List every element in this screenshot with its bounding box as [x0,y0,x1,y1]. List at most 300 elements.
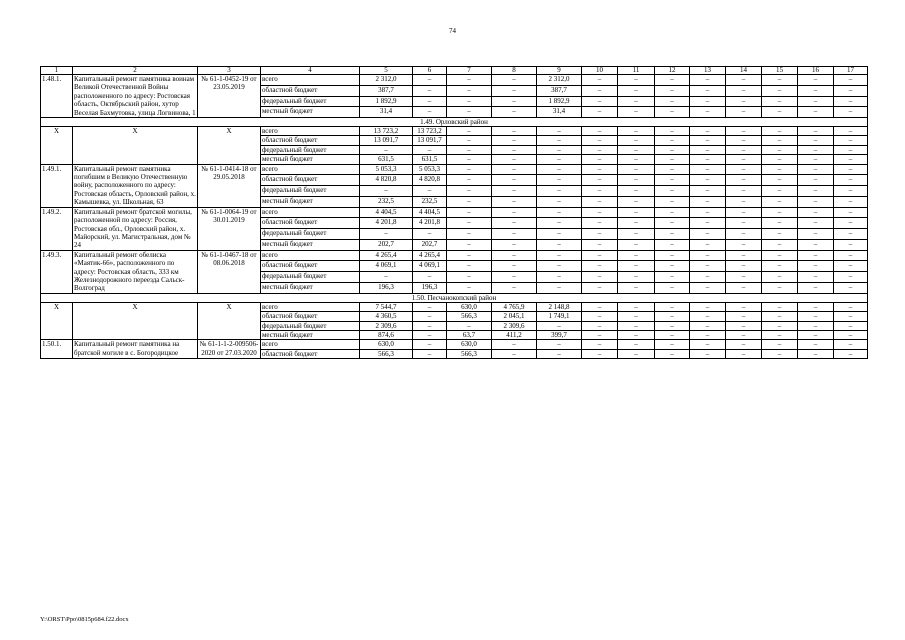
value-cell: – [726,175,762,186]
column-number-cell: 5 [360,67,413,75]
value-cell: – [834,136,868,145]
value-cell: – [834,145,868,154]
column-number-cell: 6 [413,67,447,75]
value-cell: – [582,127,618,136]
value-cell: – [447,96,492,107]
value-cell: – [537,272,582,283]
value-cell: 13 723,2 [413,127,447,136]
value-cell: – [655,229,690,240]
value-cell: 2 312,0 [360,75,413,86]
value-cell: – [690,272,726,283]
table-body [41,67,868,359]
column-number-cell: 12 [655,67,690,75]
value-cell: – [618,321,655,330]
value-cell: 566,3 [447,349,492,358]
value-cell: – [690,145,726,154]
value-cell: – [834,207,868,218]
value-cell: 2 312,0 [537,75,582,86]
funding-source-cell: местный бюджет [261,155,360,164]
value-cell: – [726,302,762,311]
table-row [41,164,868,175]
document-cell: X [198,127,261,165]
value-cell: – [618,272,655,283]
value-cell: – [726,330,762,339]
object-name-cell: Капитальный ремонт памятника на братской могиле в с. Богородицкое [73,340,198,359]
value-cell: – [413,349,447,358]
value-cell: 1 892,9 [360,96,413,107]
column-number-cell: 2 [73,67,198,75]
value-cell: – [537,207,582,218]
value-cell: – [618,218,655,229]
value-cell: – [726,196,762,207]
value-cell: – [618,229,655,240]
funding-source-cell: местный бюджет [261,282,360,293]
value-cell: 202,7 [413,239,447,250]
value-cell: – [834,239,868,250]
value-cell: – [690,250,726,261]
value-cell: – [690,218,726,229]
value-cell: – [447,239,492,250]
value-cell: 387,7 [360,85,413,96]
value-cell: – [447,229,492,240]
value-cell: – [834,127,868,136]
column-number-cell: 14 [726,67,762,75]
value-cell: – [762,186,798,197]
value-cell: 4 820,8 [413,175,447,186]
value-cell: – [618,96,655,107]
value-cell: – [447,145,492,154]
file-path-footer: Y:\ORST\Ppo\0815p684.f22.docx [40,616,129,623]
value-cell: – [447,250,492,261]
value-cell: – [798,312,834,321]
value-cell: – [655,155,690,164]
value-cell: – [798,239,834,250]
value-cell: 4 069,1 [413,261,447,272]
funding-source-cell: областной бюджет [261,312,360,321]
value-cell: – [447,107,492,118]
value-cell: – [834,107,868,118]
value-cell: – [582,261,618,272]
value-cell: – [655,196,690,207]
value-cell: – [690,96,726,107]
value-cell: 196,3 [413,282,447,293]
section-title: 1.49. Орловский район [41,118,868,127]
value-cell: 874,6 [360,330,413,339]
value-cell: – [655,145,690,154]
funding-source-cell: областной бюджет [261,175,360,186]
row-number-cell: 1.49.2. [41,207,73,250]
value-cell: – [582,155,618,164]
value-cell: – [537,239,582,250]
value-cell: – [690,239,726,250]
value-cell: – [798,229,834,240]
value-cell: 7 544,7 [360,302,413,311]
value-cell: – [492,207,537,218]
value-cell: – [492,340,537,349]
value-cell: – [834,175,868,186]
value-cell: – [798,155,834,164]
value-cell: – [726,321,762,330]
value-cell: – [726,186,762,197]
value-cell: – [798,282,834,293]
value-cell: – [413,229,447,240]
value-cell: – [726,164,762,175]
value-cell: – [447,75,492,86]
value-cell: – [582,196,618,207]
value-cell: – [798,250,834,261]
value-cell: 2 045,1 [492,312,537,321]
value-cell: – [537,196,582,207]
value-cell: – [413,340,447,349]
table-row [41,127,868,136]
value-cell: – [726,85,762,96]
value-cell: – [762,155,798,164]
value-cell: – [690,207,726,218]
funding-source-cell: федеральный бюджет [261,321,360,330]
value-cell: – [537,282,582,293]
value-cell: – [492,218,537,229]
value-cell: – [798,207,834,218]
value-cell: – [618,330,655,339]
value-cell: – [447,155,492,164]
value-cell: 4 201,8 [360,218,413,229]
value-cell: – [762,96,798,107]
table-row [41,250,868,261]
value-cell: – [618,127,655,136]
value-cell: – [655,340,690,349]
value-cell: – [726,96,762,107]
funding-source-cell: федеральный бюджет [261,229,360,240]
funding-source-cell: федеральный бюджет [261,96,360,107]
value-cell: 630,0 [360,340,413,349]
value-cell: 5 053,3 [413,164,447,175]
funding-source-cell: всего [261,340,360,349]
value-cell: – [582,75,618,86]
value-cell: 4 201,8 [413,218,447,229]
value-cell: – [447,175,492,186]
value-cell: – [492,96,537,107]
value-cell: – [690,85,726,96]
section-title-row [41,118,868,127]
value-cell: – [834,312,868,321]
value-cell: – [726,282,762,293]
value-cell: – [798,349,834,358]
funding-source-cell: всего [261,127,360,136]
value-cell: – [582,175,618,186]
value-cell: – [537,250,582,261]
value-cell: – [492,261,537,272]
value-cell: – [413,186,447,197]
value-cell: – [798,96,834,107]
value-cell: – [762,282,798,293]
value-cell: – [413,75,447,86]
value-cell: 31,4 [360,107,413,118]
value-cell: – [655,85,690,96]
funding-source-cell: местный бюджет [261,330,360,339]
funding-source-cell: всего [261,164,360,175]
value-cell: – [537,340,582,349]
value-cell: – [834,330,868,339]
value-cell: – [762,321,798,330]
value-cell: – [618,239,655,250]
value-cell: – [492,282,537,293]
value-cell: – [413,302,447,311]
value-cell: – [762,302,798,311]
value-cell: 1 749,1 [537,312,582,321]
value-cell: – [655,218,690,229]
value-cell: – [655,349,690,358]
value-cell: 630,0 [447,302,492,311]
funding-source-cell: местный бюджет [261,239,360,250]
value-cell: – [492,127,537,136]
value-cell: 196,3 [360,282,413,293]
value-cell: – [834,321,868,330]
object-name-cell: X [73,302,198,340]
object-name-cell: Капитальный ремонт памятника погибшим в Великую Отечественную войну, расположенного по адресу: Ростовская область, Орловский район, х. Камышевка, ул. Школьная, 63 [74,164,196,207]
value-cell: – [582,330,618,339]
value-cell: – [618,349,655,358]
object-name-cell: X [73,127,198,165]
value-cell: – [582,282,618,293]
value-cell: – [655,164,690,175]
value-cell: – [798,340,834,349]
value-cell: – [690,321,726,330]
value-cell: – [726,127,762,136]
value-cell: – [537,349,582,358]
column-number-row [41,67,868,75]
row-number-cell: 1.49.1. [41,164,73,207]
value-cell: – [762,239,798,250]
value-cell: – [834,75,868,86]
value-cell: – [413,272,447,283]
value-cell: – [690,302,726,311]
value-cell: – [726,75,762,86]
value-cell: – [798,175,834,186]
value-cell: – [582,164,618,175]
row-number-cell: 1.50.1. [41,340,73,359]
value-cell: – [447,218,492,229]
value-cell: – [618,136,655,145]
value-cell: 4 404,5 [360,207,413,218]
value-cell: – [492,175,537,186]
value-cell: – [582,349,618,358]
value-cell: – [834,272,868,283]
value-cell: – [762,196,798,207]
value-cell: – [618,207,655,218]
value-cell: – [834,218,868,229]
value-cell: – [762,164,798,175]
object-name-cell: Капитальный ремонт братской могилы, расположенной по адресу: Россия, Ростовская обл., Орловский район, х. Майорский, ул. Магистральная, дом № 24 [73,207,198,250]
value-cell: – [537,261,582,272]
value-cell: – [690,229,726,240]
value-cell: – [726,136,762,145]
row-number-cell: X [41,127,73,165]
value-cell: – [537,164,582,175]
value-cell: – [618,261,655,272]
value-cell: – [492,186,537,197]
value-cell: – [618,175,655,186]
value-cell: – [447,186,492,197]
document-cell: № 61-1-0467-18 от 08.06.2018 [198,250,261,293]
value-cell: – [492,136,537,145]
document-cell: № 61-1-1-2-009506-2020 от 27.03.2020 [198,340,261,359]
funding-source-cell: областной бюджет [261,85,360,96]
value-cell: – [655,321,690,330]
value-cell: – [798,136,834,145]
value-cell: – [834,186,868,197]
value-cell: 411,2 [492,330,537,339]
value-cell: – [762,272,798,283]
value-cell: – [655,96,690,107]
value-cell: – [492,145,537,154]
column-number-cell: 9 [537,67,582,75]
value-cell: – [537,175,582,186]
value-cell: – [762,261,798,272]
value-cell: – [618,282,655,293]
value-cell: – [618,145,655,154]
column-number-cell: 11 [618,67,655,75]
column-number-cell: 16 [798,67,834,75]
value-cell: – [360,145,413,154]
value-cell: 4 820,8 [360,175,413,186]
value-cell: 13 723,2 [360,127,413,136]
value-cell: 4 404,5 [413,207,447,218]
value-cell: – [582,340,618,349]
value-cell: – [798,145,834,154]
row-number-cell: 1.49.3. [41,250,73,293]
value-cell: – [655,282,690,293]
document-cell: X [198,302,261,340]
value-cell: – [726,218,762,229]
funding-source-cell: областной бюджет [261,349,360,358]
column-number-cell: 1 [41,67,73,75]
value-cell: – [655,127,690,136]
value-cell: – [582,186,618,197]
row-number-cell: 1.48.1. [41,75,73,118]
value-cell: – [492,229,537,240]
value-cell: – [655,261,690,272]
value-cell: – [537,321,582,330]
value-cell: – [798,302,834,311]
value-cell: – [447,127,492,136]
funding-source-cell: местный бюджет [261,196,360,207]
value-cell: – [655,136,690,145]
value-cell: 232,5 [360,196,413,207]
value-cell: – [582,218,618,229]
value-cell: – [537,145,582,154]
document-cell: № 61-1-0414-18 от 29.05.2018 [198,164,261,207]
column-number-cell: 7 [447,67,492,75]
value-cell: 4 265,4 [360,250,413,261]
value-cell: – [492,349,537,358]
value-cell: – [413,145,447,154]
value-cell: – [798,261,834,272]
value-cell: – [726,340,762,349]
value-cell: – [834,340,868,349]
value-cell: – [726,207,762,218]
value-cell: – [762,85,798,96]
value-cell: – [537,155,582,164]
value-cell: 5 053,3 [360,164,413,175]
funding-source-cell: федеральный бюджет [261,272,360,283]
value-cell: – [582,321,618,330]
value-cell: 4 265,4 [413,250,447,261]
value-cell: – [726,239,762,250]
value-cell: – [798,321,834,330]
value-cell: – [834,96,868,107]
value-cell: – [798,218,834,229]
value-cell: – [618,312,655,321]
value-cell: – [582,85,618,96]
value-cell: – [834,302,868,311]
value-cell: – [690,127,726,136]
value-cell: – [690,136,726,145]
value-cell: – [798,164,834,175]
value-cell: – [726,229,762,240]
value-cell: – [655,272,690,283]
value-cell: – [655,186,690,197]
value-cell: – [492,196,537,207]
value-cell: – [360,229,413,240]
value-cell: – [537,218,582,229]
value-cell: – [834,261,868,272]
value-cell: – [618,107,655,118]
value-cell: – [618,75,655,86]
section-title-row [41,293,868,302]
column-number-cell: 10 [582,67,618,75]
value-cell: – [690,330,726,339]
table-row [41,207,868,218]
funding-source-cell: местный бюджет [261,107,360,118]
value-cell: – [726,261,762,272]
value-cell: – [447,282,492,293]
document-cell: № 61-1-0064-19 от 30.01.2019 [198,207,261,250]
value-cell: – [582,96,618,107]
value-cell: – [492,250,537,261]
value-cell: – [798,107,834,118]
value-cell: – [618,186,655,197]
table-row [41,75,868,86]
column-number-cell: 3 [198,67,261,75]
value-cell: – [798,330,834,339]
value-cell: 202,7 [360,239,413,250]
value-cell: – [618,85,655,96]
value-cell: – [726,155,762,164]
value-cell: 2 309,6 [360,321,413,330]
value-cell: – [492,107,537,118]
funding-source-cell: всего [261,302,360,311]
value-cell: – [655,75,690,86]
value-cell: 13 091,7 [413,136,447,145]
value-cell: – [537,136,582,145]
value-cell: – [690,186,726,197]
value-cell: – [655,330,690,339]
value-cell: – [582,312,618,321]
table-row [41,302,868,311]
value-cell: 31,4 [537,107,582,118]
value-cell: – [834,164,868,175]
value-cell: – [762,145,798,154]
value-cell: – [655,107,690,118]
funding-source-cell: федеральный бюджет [261,186,360,197]
value-cell: – [582,250,618,261]
object-name-cell: Капитальный ремонт обелиска «Маятик-66», расположенного по адресу: Ростовская область, 333 км Железнодорожного переезда Сальск-Волгоград [73,250,198,293]
value-cell: – [834,229,868,240]
value-cell: – [798,85,834,96]
value-cell: – [413,85,447,96]
value-cell: – [690,175,726,186]
value-cell: – [447,207,492,218]
